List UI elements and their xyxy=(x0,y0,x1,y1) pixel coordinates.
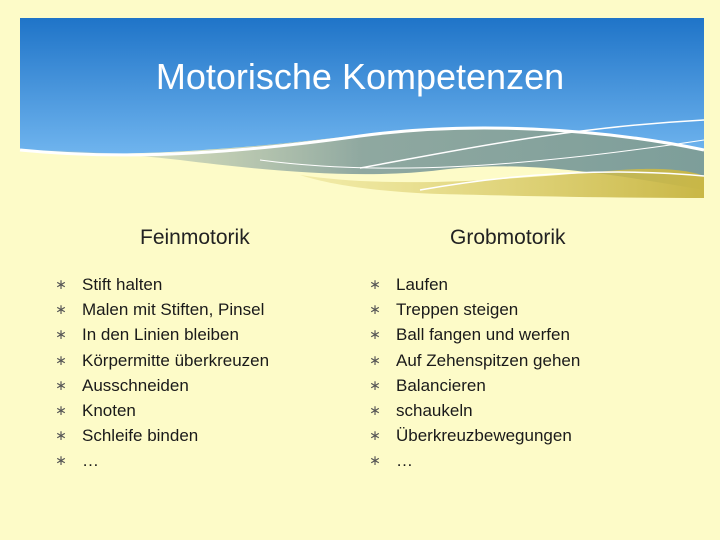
list-item-text: Knoten xyxy=(82,400,136,420)
asterisk-bullet-icon: ∗ xyxy=(55,376,67,393)
list-item-text: … xyxy=(82,451,99,471)
list-item xyxy=(54,348,269,373)
list-item-text: Laufen xyxy=(396,275,448,294)
asterisk-bullet-icon: ∗ xyxy=(369,276,381,292)
list-item xyxy=(368,297,580,322)
list-item xyxy=(54,423,269,448)
asterisk-bullet-icon: ∗ xyxy=(369,452,381,469)
asterisk-bullet-icon: ∗ xyxy=(55,351,67,368)
list-item xyxy=(54,322,269,347)
list-item-text: Körpermitte überkreuzen xyxy=(82,350,270,370)
asterisk-bullet-icon: ∗ xyxy=(369,326,381,343)
column-heading-grobmotorik: Grobmotorik xyxy=(450,226,566,249)
slide-title: Motorische Kompetenzen xyxy=(155,56,565,97)
feinmotorik-list xyxy=(54,272,269,474)
column-heading-feinmotorik: Feinmotorik xyxy=(140,226,250,249)
asterisk-bullet-icon: ∗ xyxy=(55,401,67,418)
list-item-text: schaukeln xyxy=(396,400,473,420)
list-item xyxy=(368,373,580,398)
list-item xyxy=(368,322,580,347)
list-item-text: Stift halten xyxy=(82,275,163,294)
list-item-text: Balancieren xyxy=(396,375,486,395)
asterisk-bullet-icon: ∗ xyxy=(55,301,67,318)
header-banner xyxy=(0,0,720,210)
list-item-text: Treppen steigen xyxy=(396,300,519,320)
list-item-text: Ball fangen und werfen xyxy=(396,325,570,345)
list-item xyxy=(54,297,269,322)
asterisk-bullet-icon: ∗ xyxy=(55,427,67,444)
asterisk-bullet-icon: ∗ xyxy=(55,326,67,343)
asterisk-bullet-icon: ∗ xyxy=(55,276,67,292)
asterisk-bullet-icon: ∗ xyxy=(369,376,381,393)
list-item-text: Überkreuzbewegungen xyxy=(396,426,572,446)
list-item xyxy=(368,423,580,448)
grobmotorik-list xyxy=(368,272,580,474)
list-item-text: … xyxy=(396,451,413,471)
list-item xyxy=(368,272,580,297)
list-item xyxy=(368,348,580,373)
list-item xyxy=(54,272,269,297)
asterisk-bullet-icon: ∗ xyxy=(369,351,381,368)
asterisk-bullet-icon: ∗ xyxy=(369,401,381,418)
asterisk-bullet-icon: ∗ xyxy=(369,301,381,318)
list-item xyxy=(368,398,580,423)
list-item xyxy=(368,448,580,473)
asterisk-bullet-icon: ∗ xyxy=(369,427,381,444)
list-item-text: In den Linien bleiben xyxy=(82,325,239,345)
list-item-text: Ausschneiden xyxy=(82,375,189,395)
list-item-text: Auf Zehenspitzen gehen xyxy=(396,350,581,370)
list-item-text: Schleife binden xyxy=(82,426,199,446)
list-item xyxy=(54,398,269,423)
asterisk-bullet-icon: ∗ xyxy=(55,452,67,469)
list-item xyxy=(54,448,269,473)
list-item-text: Malen mit Stiften, Pinsel xyxy=(82,300,265,320)
list-item xyxy=(54,373,269,398)
